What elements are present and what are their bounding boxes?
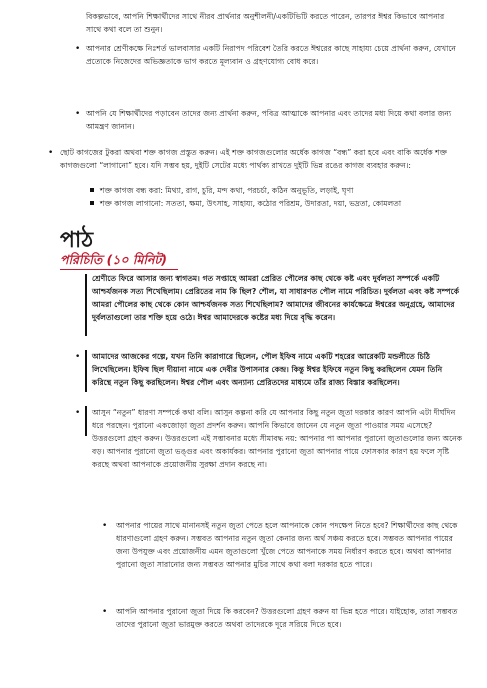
bullet-icon: • bbox=[75, 109, 81, 119]
quote-bar bbox=[85, 406, 87, 436]
square-bullet-icon bbox=[90, 201, 94, 205]
old-shoes-bullet: আপনি আপনার পুরানো জুতা দিয়ে কি করবেন? উত্তরগুলো গ্রহণ করুন যা ভিন্ন হতে পারে। যাইহোক, তারা সম্ভবত তাদের পুরানো জুতা ভারমুক্ত করতে অথবা তাদেরকে দূরে সরিয়ে দিতে হবে। bbox=[116, 607, 458, 629]
bullet-icon: • bbox=[102, 607, 108, 617]
shoe-steps-bullet: আপনার পায়ের সাথে মানানসই নতুন জুতা পেতে হলে আপনাকে কোন পদক্ষেপ নিতে হবে? শিক্ষার্থীদের কাছ থেকে ধারণাগুলো গ্রহণ করুন। সম্ভবত আপনার নতুন জুতা কেনার জন্য অর্থ সঞ্চয় করতে হবে। সম্ভবত আপনার পায়ের জন্য উপযুক্ত এবং প্রয়োজনীয় এমন জুতাগুলো খুঁজে পেতে আপনাকে সময় নির্ধারণ করতে হবে। অথবা আপনার পুরানো জুতা সারানোর জন্য সম্ভবত আপনার মুচির সাথে কথা বলা দরকার হতে পারে। bbox=[116, 521, 458, 569]
intro-heading-underline bbox=[60, 269, 178, 270]
bullet-icon: • bbox=[102, 521, 108, 531]
quote-bar bbox=[85, 274, 87, 336]
square-bullet-icon bbox=[90, 188, 94, 192]
intro-heading: পরিচিতি (১০ মিনিট) bbox=[60, 252, 167, 267]
intro-paragraph-2: আমাদের আজকের গল্পে, যখন তিনি কারাগারে ছিলেন, পৌল ইফিষ নামে একটি শহরের আরেকটি মন্ডলীতে চিঠি লিখেছিলেন। ইফিষ ছিল দীয়ানা নামে এক দেবীর উপাসনার কেন্দ্র। কিন্তু ঈশ্বর ইফিষে নতুন কিছু করছিলেন যেমন তিনি করিন্থে নতুন কিছু করছিলেন। ঈশ্বর পৌল এবং অন্যান্য প্রেরিতদের মাধ্যমে তাঁর রাজ্য বিস্তার করছিলেন। bbox=[92, 352, 443, 387]
intro-paragraph-3: আসুন “নতুন” ধারণা সম্পর্কে কথা বলি। আসুন কল্পনা করি যে আপনার কিছু নতুন জুতা দরকার কারণ আপনি এটা দীর্ঘদিন ধরে পরছেন। পুরানো একজোড়া জুতা প্রদর্শন করুন। আপনি কিভাবে জানেন যে নতুন জুতা পাওয়ার সময় এসেছে? উত্তরগুলো গ্রহণ করুন। উত্তরগুলো এই সম্ভাবনার মধ্যে সীমাবদ্ধ নয়: আপনার পা আপনার পুরানো জুতাগুলোর জন্য অনেক বড়। আপনার পুরানো জুতা ভঙ্গুর এবং অকার্যকর। আপনার পুরানো জুতা আপনার পায়ে ফোসকার কারণ হয় ফলে সৃষ্টি করছে অথবা আপনাকে প্রয়োজনীয় সুরক্ষা প্রদান করছে না। bbox=[92, 408, 463, 469]
alternative-activity-text: বিকল্পভাবে, আপনি শিক্ষার্থীদের সাথে নীরব প্রার্থনার অনুশীলনী/একটিভিটি করতে পারেন, তারপর ঈশ্বর কিভাবে আপনার সাথে কথা বলে তা শুনুন। bbox=[86, 12, 445, 34]
paper-item-closed: শক্ত কাগজ বন্ধ করা: মিথ্যা, রাগ, চুরি, মন্দ কথা, পরচর্চা, কঠিন অনুভূতি, লড়াই, ঘৃণা bbox=[100, 186, 354, 195]
quote-bar bbox=[85, 350, 87, 392]
bullet-icon: • bbox=[48, 148, 54, 158]
intro-paragraph-1: শ্রেণীতে ফিরে আসার জন্য স্বাগতম। গত সপ্তাহে আমরা প্রেরিত পৌলের কাছ থেকে কষ্ট এবং দুর্বলতা সম্পর্কে একটি আশ্চর্যজনক সত্য শিখেছিলাম। প্রেরিতের নাম কি ছিল? শৌল, যা সাধারণত পৌল নামে পরিচিত। দুর্বলতা এবং কষ্ট সম্পর্কে আমরা পৌলের কাছ থেকে কোন আশ্চর্যজনক সত্য শিখেছিলাম? আমাদের জীবনের কার্যক্ষেত্রে ঈশ্বরের অনুগ্রহে, আমাদের দুর্বলতাগুলো তার শক্তি হয়ে ওঠে। ঈশ্বর আমাদেরকে কষ্টের মধ্য দিয়ে বৃদ্ধি করেন। bbox=[92, 274, 460, 322]
bullet-icon: • bbox=[75, 408, 81, 418]
bullet-icon: • bbox=[75, 44, 81, 54]
bullet-icon: • bbox=[75, 352, 81, 362]
prayer-bullet-1: আপনার শ্রেণীকক্ষে নিঃশর্ত ভালবাসার একটি নিরাপদ পরিবেশ তৈরি করতে ঈশ্বরের কাছে সাহায্য চেয়ে প্রার্থনা করুন, যেখানে প্রত্যেকে নিজেদের অভিজ্ঞতাকে ভাগ করতে মূল্যবান ও গ্রহণযোগ্য বোধ করে। bbox=[86, 44, 456, 66]
paper-item-attached: শক্ত কাগজ লাগানো: সততা, ক্ষমা, উৎসাহ, সাহায্য, কঠোর পরিশ্রম, উদারতা, দয়া, ভদ্রতা, কোমলতা bbox=[100, 199, 402, 208]
lesson-heading: পাঠ bbox=[60, 228, 94, 253]
prayer-bullet-2: আপনি যে শিক্ষার্থীদের পড়াবেন তাদের জন্য প্রার্থনা করুন, পবিত্র আত্মাকে আপনার এবং তাদের মধ্য দিয়ে কথা বলার জন্য আমন্ত্রণ জানান। bbox=[86, 109, 452, 131]
paper-activity-text: ছোট কাগজের টুকরা অথবা শক্ত কাগজ প্রস্তুত করুন। এই শক্ত কাগজগুলোর অর্ধেক কাগজ “বন্ধ” করা হবে এবং বাকি অর্ধেক শক্ত কাগজগুলো “লাগানো” হবে। যদি সম্ভব হয়, দুইটি সেটের মধ্যে পার্থক্য রাখতে দুইটি ভিন্ন রঙের কাগজ ব্যবহার করুন।: bbox=[60, 148, 448, 170]
